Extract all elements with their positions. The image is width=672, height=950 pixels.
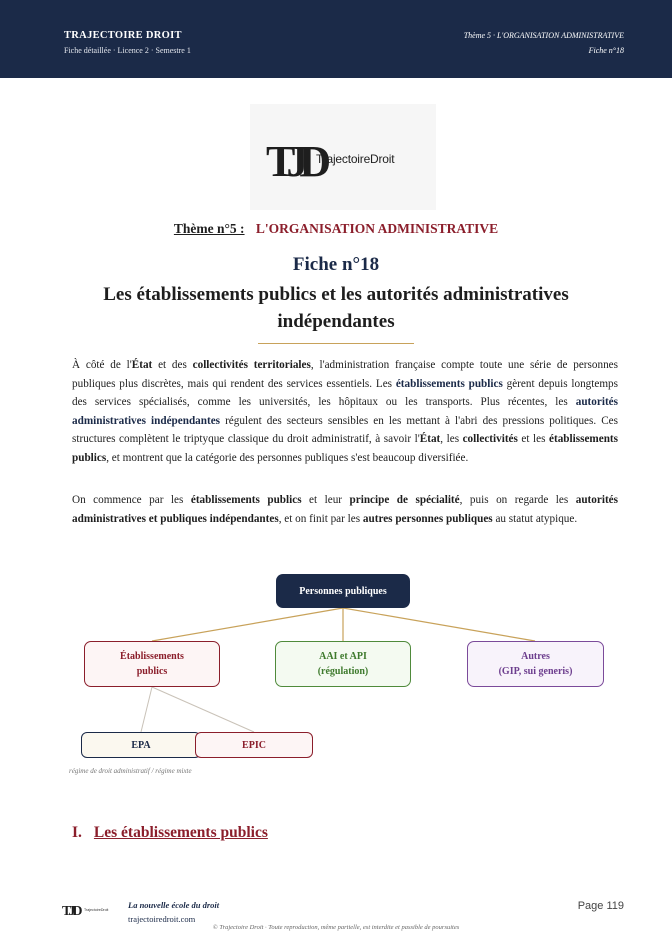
text-run: régulent des secteurs sensibles en les mettant à l'abri des pressions politiques. Ces structures complètent le triptyque classique du droit administratif, à savoir l'	[72, 414, 619, 445]
diagram-node-aai-api	[275, 641, 411, 687]
footer-logo-name: TrajectoireDroit	[84, 908, 109, 912]
footer-logo-monogram: TJD	[62, 904, 80, 919]
text-run: , l'administration française compte toute une série de personnes publiques plus discrètes, mais qui rendent des services essentiels. Les	[72, 359, 618, 390]
bold-term: autres personnes publiques	[362, 512, 493, 525]
footer-logo-icon	[62, 900, 122, 922]
theme-value: L'ORGANISATION ADMINISTRATIVE	[255, 221, 499, 236]
text-run: , les	[440, 433, 463, 445]
node-label: AAI et API	[319, 651, 367, 662]
text-run: et des	[152, 359, 193, 371]
section-number: I.	[72, 824, 82, 841]
diagram-node-epic: EPIC	[195, 732, 313, 758]
text-run: et les	[517, 433, 550, 445]
footer-tagline: La nouvelle école du droit	[128, 900, 220, 910]
connector-etab-epa	[141, 687, 152, 732]
node-label: Autres	[521, 651, 550, 662]
header-theme-ref: Thème 5 · L'ORGANISATION ADMINISTRATIVE	[463, 31, 624, 40]
connector-etab-epic	[152, 687, 254, 732]
logo	[250, 104, 436, 210]
header-fiche-ref: Fiche n°18	[588, 46, 624, 55]
title-divider	[258, 343, 414, 344]
header-band	[0, 0, 672, 78]
bold-term: autorités administratives et publiques indépendantes	[72, 494, 618, 525]
theme-label: Thème n°5 :	[173, 221, 245, 236]
section-title: Les établissements publics	[93, 824, 268, 841]
section-heading	[72, 824, 268, 842]
diagram-node-epa: EPA	[81, 732, 201, 758]
bold-term: établissements publics	[72, 433, 618, 464]
bold-term: principe de spécialité	[349, 494, 460, 506]
page-title-line2: indépendantes	[277, 311, 395, 332]
diagram-node-autres	[467, 641, 604, 687]
text-run: et leur	[301, 494, 350, 506]
bold-term: État	[419, 433, 441, 445]
bold-term: établissements publics	[190, 494, 302, 506]
logo-name: TrajectoireDroit	[316, 152, 395, 166]
diagram-node-personnes-publiques: Personnes publiques	[276, 574, 410, 608]
bold-term: État	[131, 359, 153, 371]
page-title-line1: Les établissements publics et les autorités administratives	[103, 284, 569, 305]
text-run: au statut atypique.	[492, 512, 578, 525]
fiche-number: Fiche n°18	[292, 254, 380, 275]
text-run: gèrent depuis longtemps des services spécialisés, comme les universités, les hôpitaux ou les transports. Plus récentes, les	[72, 377, 618, 408]
footer-copyright: © Trajectoire Droit · Toute reproduction, même partielle, est interdite et passible de poursuites	[212, 924, 460, 931]
footer-site-link[interactable]: trajectoiredroit.com	[128, 914, 196, 924]
highlight-term: établissements publics	[395, 377, 503, 390]
text-run: On commence par les	[72, 494, 191, 506]
node-label: (régulation)	[317, 666, 369, 677]
text-run: À côté de l'	[72, 359, 132, 371]
text-run: , et montrent que la catégorie des personnes publiques s'est beaucoup diversifiée.	[106, 451, 469, 464]
header-subtitle: Fiche détaillée · Licence 2 · Semestre 1	[64, 46, 191, 55]
connector-root-autres	[343, 608, 535, 641]
highlight-term: autorités administratives indépendantes	[72, 396, 618, 427]
connector-root-etab	[152, 608, 343, 641]
bold-term: collectivités territoriales	[192, 359, 311, 371]
bold-term: collectivités	[462, 433, 518, 445]
node-label: (GIP, sui generis)	[498, 666, 573, 677]
intro-paragraph-2	[72, 491, 618, 528]
page-title	[80, 281, 592, 335]
page-number: Page 119	[577, 900, 624, 912]
diagram-caption: régime de droit administratif / régime mixte	[69, 767, 192, 775]
header-brand: TRAJECTOIRE DROIT	[64, 30, 182, 41]
diagram-node-etablissements-publics	[84, 641, 220, 687]
text-run: , puis on regarde les	[459, 494, 576, 506]
theme-line	[0, 221, 672, 237]
text-run: , et on finit par les	[278, 512, 363, 525]
footer-logo	[62, 900, 122, 927]
node-label: Établissements	[120, 651, 184, 662]
node-label: publics	[136, 666, 168, 677]
intro-paragraph-1	[72, 356, 618, 467]
logo-monogram: TJD	[266, 137, 323, 186]
